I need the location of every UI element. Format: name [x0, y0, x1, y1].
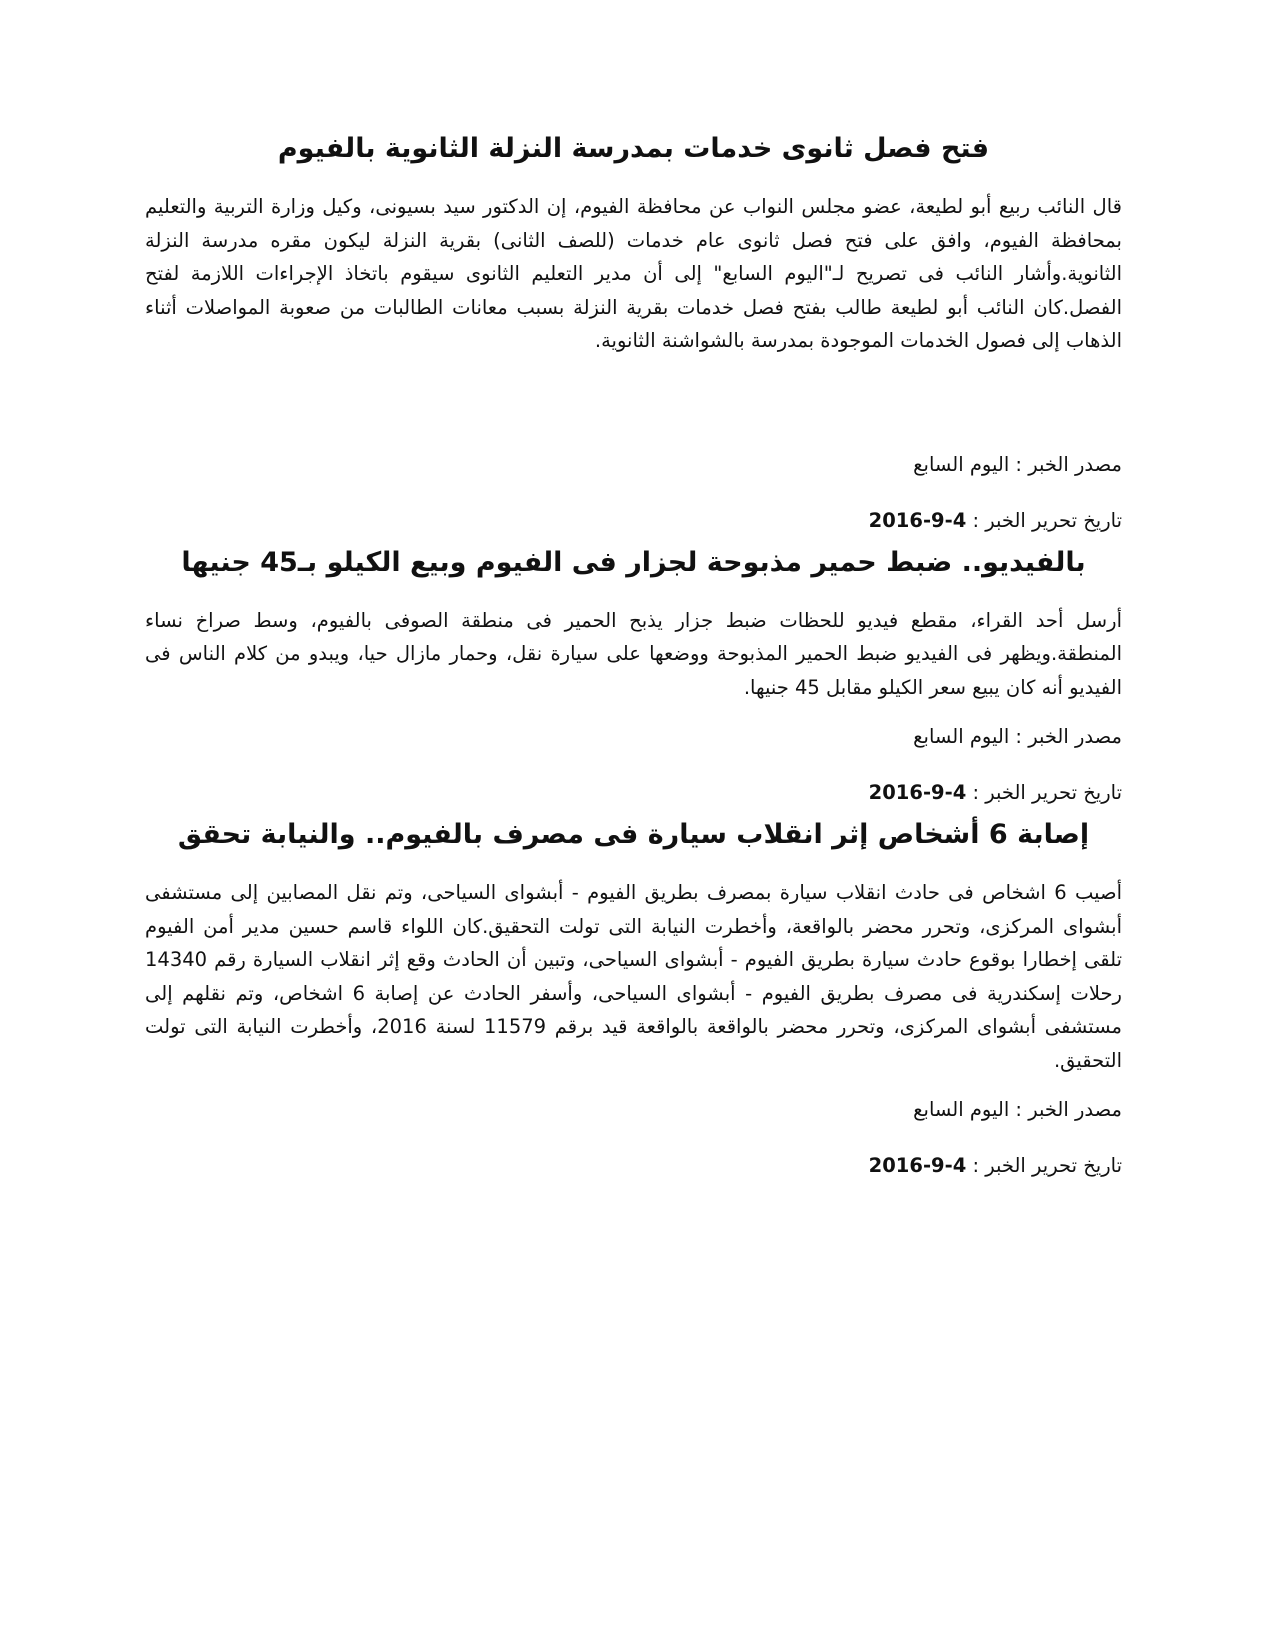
article-date-value: 2016-9-4: [868, 781, 967, 804]
article-source: مصدر الخبر : اليوم السابع: [913, 452, 1122, 476]
article-source: مصدر الخبر : اليوم السابع: [913, 1098, 1122, 1121]
article-date: [145, 778, 1122, 808]
article-date: [145, 506, 1122, 536]
article-date-value: 2016-9-4: [868, 508, 967, 532]
article-title: بالفيديو.. ضبط حمير مذبوحة لجزار فى الفيوم وبيع الكيلو بـ45 جنيها: [181, 546, 1086, 578]
news-article: [145, 816, 1122, 1181]
document-page: [145, 130, 1122, 1181]
article-date: [145, 1151, 1122, 1181]
article-body: قال النائب ربيع أبو لطيعة، عضو مجلس النواب عن محافظة الفيوم، إن الدكتور سيد بسيونى، وكيل وزارة التربية والتعليم بمحافظة الفيوم، وافق على فتح فصل ثانوى عام خدمات (للصف الثانى) بقرية النزلة ليكون مقره مدرسة النزلة الثانوية.وأشار النائب فى تصريح لـ"اليوم السابع" إلى أن مدير التعليم الثانوى سيقوم باتخاذ الإجراءات اللازمة لفتح الفصل.كان النائب أبو لطيعة طالب بفتح فصل خدمات بقرية النزلة بسبب معانات الطالبات من صعوبة المواصلات أثناء الذهاب إلى فصول الخدمات الموجودة بمدرسة بالشواشنة الثانوية.: [145, 195, 1122, 352]
article-date-value: 2016-9-4: [868, 1154, 967, 1177]
article-title: فتح فصل ثانوى خدمات بمدرسة النزلة الثانوية بالفيوم: [277, 133, 990, 164]
news-article: [145, 544, 1122, 809]
article-date-label: تاريخ تحرير الخبر :: [966, 781, 1122, 804]
article-date-label: تاريخ تحرير الخبر :: [966, 508, 1122, 532]
news-article: [145, 130, 1122, 536]
article-title: إصابة 6 أشخاص إثر انقلاب سيارة فى مصرف بالفيوم.. والنيابة تحقق: [177, 819, 1090, 850]
article-date-label: تاريخ تحرير الخبر :: [966, 1154, 1122, 1177]
article-source: مصدر الخبر : اليوم السابع: [913, 725, 1122, 748]
article-body: أصيب 6 اشخاص فى حادث انقلاب سيارة بمصرف بطريق الفيوم - أبشواى السياحى، وتم نقل المصابين إلى مستشفى أبشواى المركزى، وتحرر محضر بالواقعة، وأخطرت النيابة التى تولت التحقيق.كان اللواء قاسم حسين مدير أمن الفيوم تلقى إخطارا بوقوع حادث سيارة بطريق الفيوم - أبشواى السياحى، وتبين أن الحادث وقع إثر انقلاب السيارة رقم 14340 رحلات إسكندرية فى مصرف بطريق الفيوم - أبشواى السياحى، وأسفر الحادث عن إصابة 6 اشخاص، وتم نقلهم إلى مستشفى أبشواى المركزى، وتحرر محضر بالواقعة بالواقعة قيد برقم 11579 لسنة 2016، وأخطرت النيابة التى تولت التحقيق.: [145, 881, 1122, 1072]
article-body: أرسل أحد القراء، مقطع فيديو للحظات ضبط جزار يذبح الحمير فى منطقة الصوفى بالفيوم، وسط صراخ نساء المنطقة.ويظهر فى الفيديو ضبط الحمير المذبوحة ووضعها على سيارة نقل، وحمار مازال حيا، ويبدو من كلام الناس فى الفيديو أنه كان يبيع سعر الكيلو مقابل 45 جنيها.: [145, 608, 1122, 699]
